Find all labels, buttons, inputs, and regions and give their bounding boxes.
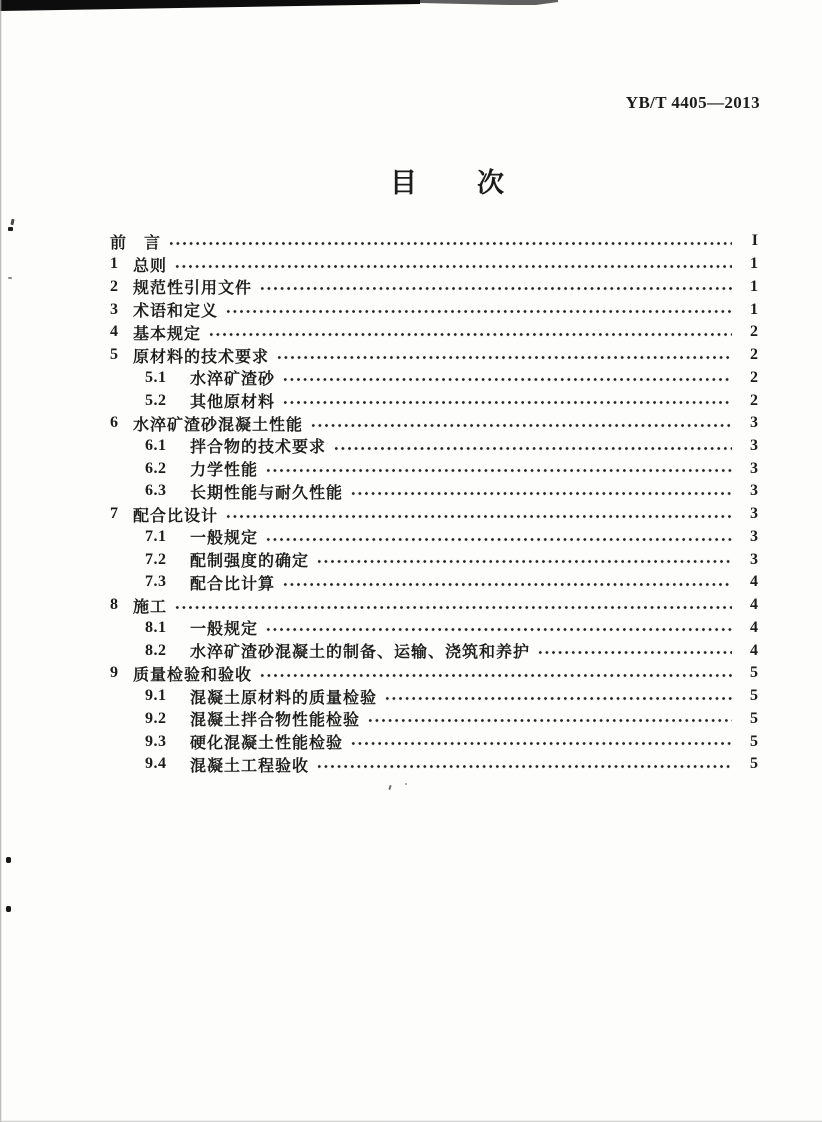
toc-row	[110, 571, 758, 594]
toc-row	[110, 503, 758, 526]
toc-entry-label: 配合比设计	[133, 507, 219, 525]
toc-entry-page: 5	[750, 709, 758, 727]
scan-speck	[388, 785, 391, 790]
toc-entry-label: 规范性引用文件	[133, 280, 253, 298]
toc-row	[110, 639, 758, 662]
scan-artifact-top-bar	[0, 0, 420, 11]
toc-entry-number: 9.1	[145, 687, 167, 705]
dot-leader	[259, 275, 732, 298]
toc-entry-page: 5	[750, 664, 758, 682]
toc-entry-label: 混凝土原材料的质量检验	[190, 689, 378, 707]
toc-entry-page: 1	[750, 255, 758, 273]
dot-leader	[259, 662, 732, 685]
toc-entry-page: 3	[750, 414, 758, 432]
scan-artifact-top-bar-faint	[420, 0, 558, 5]
toc-entry-number: 1	[110, 255, 119, 273]
toc-entry-page: 4	[750, 596, 758, 614]
toc-entry-label: 配制强度的确定	[190, 553, 310, 571]
dot-leader	[282, 366, 732, 389]
dot-leader	[276, 344, 732, 367]
toc-entry-label: 长期性能与耐久性能	[190, 484, 344, 502]
dot-leader	[225, 298, 732, 321]
toc-entry-page: I	[751, 232, 758, 250]
toc-entry-label: 总则	[133, 257, 168, 275]
toc-entry-label: 施工	[133, 598, 168, 616]
toc-entry-number: 5	[110, 346, 119, 364]
dot-leader	[350, 480, 732, 503]
toc-entry-label: 力学性能	[190, 462, 259, 480]
dot-leader	[265, 457, 732, 480]
toc-entry-label: 水淬矿渣砂混凝土性能	[133, 416, 304, 434]
toc-entry-label: 一般规定	[190, 530, 259, 548]
toc-row	[110, 344, 758, 367]
toc-entry-page: 5	[750, 755, 758, 773]
toc-entry-number: 3	[110, 300, 119, 318]
page-title: 目 次	[390, 168, 506, 198]
toc-entry-number: 2	[110, 277, 119, 295]
toc-entry-number: 7.1	[145, 527, 167, 545]
toc-row	[110, 230, 758, 253]
dot-leader	[310, 412, 732, 435]
toc-entry-label: 术语和定义	[133, 303, 219, 321]
toc-row	[110, 616, 758, 639]
toc-row	[110, 253, 758, 276]
standard-code: YB/T 4405—2013	[625, 93, 760, 112]
toc-entry-number: 6.2	[145, 459, 167, 477]
toc-entry-label: 混凝土拌合物性能检验	[190, 712, 361, 730]
toc-entry-number: 8.2	[145, 641, 167, 659]
toc-entry-number: 9	[110, 664, 119, 682]
toc-entry-page: 3	[750, 436, 758, 454]
toc-entry-page: 1	[750, 277, 758, 295]
toc-entry-label: 原材料的技术要求	[133, 348, 270, 366]
dot-leader	[265, 616, 732, 639]
toc-entry-number: 6	[110, 414, 119, 432]
toc-row	[110, 366, 758, 389]
toc-entry-number: 4	[110, 323, 119, 341]
toc-entry-number: 6.1	[145, 436, 167, 454]
dot-leader	[265, 526, 732, 549]
toc-entry-page: 2	[750, 391, 758, 409]
toc-entry-page: 4	[750, 573, 758, 591]
toc-entry-page: 1	[750, 300, 758, 318]
scan-edge-left	[0, 0, 2, 1122]
toc-entry-page: 3	[750, 505, 758, 523]
dot-leader	[384, 685, 732, 708]
toc-row	[110, 435, 758, 458]
toc-entry-label: 混凝土工程验收	[190, 757, 310, 775]
dot-leader	[367, 707, 732, 730]
scan-speck	[405, 783, 407, 785]
toc-entry-page: 3	[750, 550, 758, 568]
toc-entry-label: 水淬矿渣砂混凝土的制备、运输、浇筑和养护	[190, 644, 531, 662]
dot-leader	[168, 230, 732, 253]
toc-entry-label: 硬化混凝土性能检验	[190, 735, 344, 753]
toc-entry-page: 3	[750, 459, 758, 477]
toc-entry-page: 4	[750, 641, 758, 659]
toc-entry-label: 水淬矿渣砂	[190, 371, 276, 389]
dot-leader	[316, 753, 732, 776]
toc-entry-label: 基本规定	[133, 325, 202, 343]
toc-entry-page: 3	[750, 482, 758, 500]
toc-row	[110, 594, 758, 617]
scan-speck	[6, 906, 11, 912]
toc-entry-number: 9.3	[145, 732, 167, 750]
toc-entry-page: 4	[750, 618, 758, 636]
toc-entry-label: 其他原材料	[190, 394, 276, 412]
toc-entry-label: 一般规定	[190, 621, 259, 639]
toc-entry-page: 2	[750, 368, 758, 386]
toc-list	[110, 230, 758, 776]
toc-row	[110, 275, 758, 298]
toc-entry-number: 7	[110, 505, 119, 523]
toc-entry-label: 拌合物的技术要求	[190, 439, 327, 457]
dot-leader	[282, 389, 732, 412]
toc-row	[110, 480, 758, 503]
toc-row	[110, 389, 758, 412]
scan-speck	[8, 277, 12, 279]
toc-row	[110, 548, 758, 571]
dot-leader	[350, 730, 732, 753]
toc-entry-label: 前 言	[110, 234, 162, 252]
toc-row	[110, 526, 758, 549]
toc-entry-number: 9.4	[145, 755, 167, 773]
dot-leader	[208, 321, 732, 344]
toc-entry-number: 5.2	[145, 391, 167, 409]
dot-leader	[225, 503, 732, 526]
dot-leader	[282, 571, 732, 594]
toc-row	[110, 412, 758, 435]
toc-entry-number: 5.1	[145, 368, 167, 386]
toc-entry-page: 5	[750, 732, 758, 750]
toc-row	[110, 730, 758, 753]
toc-row	[110, 753, 758, 776]
toc-row	[110, 298, 758, 321]
scan-speck	[10, 219, 14, 225]
toc-entry-label: 质量检验和验收	[133, 666, 253, 684]
toc-entry-number: 8	[110, 596, 119, 614]
scan-speck	[6, 857, 11, 863]
toc-entry-number: 6.3	[145, 482, 167, 500]
dot-leader	[537, 639, 732, 662]
toc-row	[110, 707, 758, 730]
dot-leader	[333, 435, 732, 458]
toc-row	[110, 321, 758, 344]
scan-speck	[8, 227, 13, 231]
toc-entry-page: 3	[750, 527, 758, 545]
toc-entry-page: 5	[750, 687, 758, 705]
toc-row	[110, 662, 758, 685]
toc-row	[110, 457, 758, 480]
toc-entry-number: 7.3	[145, 573, 167, 591]
toc-row	[110, 685, 758, 708]
dot-leader	[174, 594, 732, 617]
toc-entry-label: 配合比计算	[190, 575, 276, 593]
toc-entry-number: 9.2	[145, 709, 167, 727]
toc-entry-page: 2	[750, 323, 758, 341]
toc-entry-number: 8.1	[145, 618, 167, 636]
toc-entry-page: 2	[750, 346, 758, 364]
toc-entry-number: 7.2	[145, 550, 167, 568]
dot-leader	[174, 253, 732, 276]
dot-leader	[316, 548, 732, 571]
